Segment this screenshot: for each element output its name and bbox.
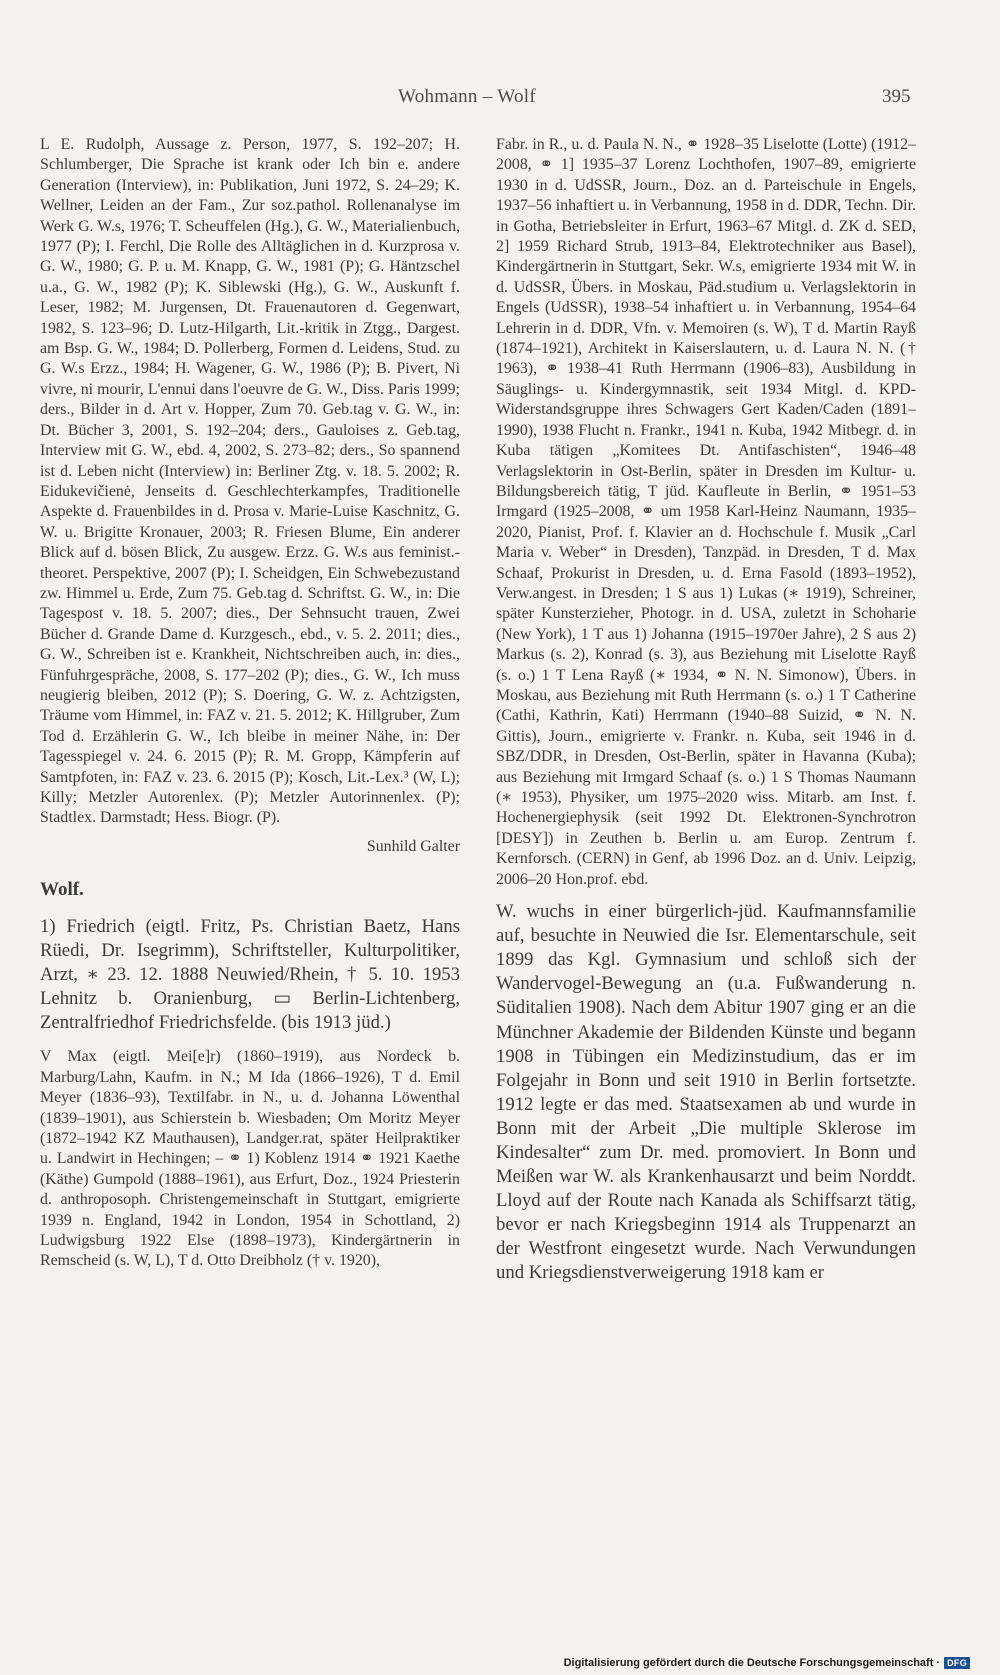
literature-paragraph: L E. Rudolph, Aussage z. Person, 1977, S. 192–207; H. Schlumberger, Die Sprache ist krank oder Ich bin e. andere Generation (Interview), in: Publikation, Juni 1972, S. 24–29; K. Wellner, Leiden an der Fam., Zur soz.pathol. Rollenanalyse im Werk G. W.s, 1976; T. Scheuffelen (Hg.), G. W., Materialienbuch, 1977 (P); I. Ferchl, Die Rolle des Alltäglichen in d. Kurzprosa v. G. W., 1980; G. P. u. M. Knapp, G. W., 1981 (P); G. Häntzschel u.a., G. W., 1982 (P); K. Siblewski (Hg.), G. W., Auskunft f. Leser, 1982; M. Jurgensen, Dt. Frauenautoren d. Gegenwart, 1982, S. 123–96; D. Lutz-Hilgarth, Lit.-kritik in Ztgg., Dargest. am Bsp. G. W., 1984; D. Pollerberg, Formen d. Leidens, Stud. zu G. W.s Erzz., 1984; H. Wagener, G. W., 1986 (P); B. Pivert, Ni vivre, ni mourir, L'ennui dans l'oeuvre de G. W., Diss. Paris 1999; ders., Bilder in d. Art v. Hopper, Zum 70. Geb.tag v. G. W., in: Dt. Bücher 3, 2001, S. 192–204; ders., Gauloises z. Geb.tag, Interview mit G. W., ebd. 4, 2002, S. 273–82; ders., So spannend ist d. Leben nicht (Interview) in: Berliner Ztg. v. 18. 5. 2002; R. Eidukevičienė, Jenseits d. Geschlechterkampfes, Traditionelle Aspekte d. Frauenbildes in d. Prosa v. Marie-Luise Kaschnitz, G. W. u. Brigitte Kronauer, 2003; R. Friesen Blume, Ein anderer Blick auf d. bösen Blick, Zu ausgew. Erzz. G. W.s aus feminist.-theoret. Perspektive, 2007 (P); I. Scheidgen, Ein Schwebezustand zw. Himmel u. Erde, Zum 75. Geb.tag d. Schriftst. G. W., in: Die Tagespost v. 18. 5. 2007; dies., Der Sehnsucht trauen, Zwei Bücher d. Grande Dame d. Kurzgesch., ebd., v. 5. 2. 2011; dies., G. W., Schreiben ist e. Krankheit, Nichtschreiben auch, in: dies., Fünfuhrgespräche, 2008, S. 177–202 (P); dies., G. W., Ich muss neugierig bleiben, 2012 (P); S. Doering, G. W. z. Achtzigsten, Träume vom Himmel, in: FAZ v. 21. 5. 2012; K. Hillgruber, Zum Tod d. Erzählerin G. W., Ich bleibe in meiner Nähe, in: Der Tagesspiegel v. 24. 6. 2015 (P); R. M. Gropp, Kämpferin auf Samtpfoten, in: FAZ v. 23. 6. 2015 (P); Kosch, Lit.-Lex.³ (W, L); Killy; Metzler Autorenlex. (P); Metzler Autorinnenlex. (P); Stadtlex. Darmstadt; Hess. Biogr. (P). bbox=[40, 136, 460, 827]
page-number: 395 bbox=[882, 86, 911, 107]
genealogy-continuation: Fabr. in R., u. d. Paula N. N., ⚭ 1928–35 Liselotte (Lotte) (1912–2008, ⚭ 1] 1935–37 Lorenz Lochthofen, 1907–89, emigrierte 1930 in d. UdSSR, Journ., Doz. an d. Parteischule in Engels, 1937–56 inhaftiert u. in Verbannung, 1958 in d. DDR, Techn. Dir. in Gotha, Betriebsleiter in Erfurt, 1963–67 Mitgl. d. ZK d. SED, 2] 1959 Richard Strub, 1913–84, Elektrotechniker aus Basel), Kindergärtnerin in Stuttgart, Sekr. W.s, emigrierte 1934 mit W. in d. UdSSR, Übers. in Moskau, Päd.studium u. Verlagslektorin in Engels (UdSSR), 1938–54 inhaftiert u. in Verbannung, 1954–64 Lehrerin in d. DDR, Vfn. v. Memoiren (s. W), T d. Martin Rayß (1874–1921), Architekt in Kaiserslautern, u. d. Laura N. N. († 1963), ⚭ 1938–41 Ruth Herrmann (1906–83), Ausbildung in Säuglings- u. Kindergymnastik, seit 1934 Mitgl. d. KPD-Widerstandsgruppe ihres Schwagers Gert Kaden/Caden (1891–1990), 1938 Flucht n. Frankr., 1941 n. Kuba, 1942 Mitbegr. d. in Kuba tätigen „Komitees Dt. Antifaschisten“, 1946–48 Verlagslektorin in Ost-Berlin, später in Dresden im Kultur- u. Bildungsbereich tätig, T jüd. Kaufleute in Berlin, ⚭ 1951–53 Irmgard (1925–2008, ⚭ um 1958 Karl-Heinz Naumann, 1935–2020, Pianist, Prof. f. Klavier an d. Hochschule f. Musik „Carl Maria v. Weber“ in Dresden), Tanzpäd. in Dresden, T d. Max Schaaf, Prokurist in Dresden, u. d. Erna Fasold (1893–1952), Verw.angest. in Dresden; 1 S aus 1) Lukas (∗ 1919), Schreiner, später Kunsterzieher, Photogr. in d. USA, zuletzt in Schoharie (New York), 1 T aus 1) Johanna (1915–1970er Jahre), 2 S aus 2) Markus (s. 2), Konrad (s. 3), aus Beziehung mit Liselotte Rayß (s. o.) 1 T Lena Rayß (∗ 1934, ⚭ N. N. Simonow), Übers. in Moskau, aus Beziehung mit Ruth Herrmann (s. o.) 1 T Catherine (Cathi, Kathrin, Kati) Herrmann (1940–88 Suizid, ⚭ N. N. Gittis), Journ., emigrierte v. Frankr. n. Kuba, seit 1946 in d. SBZ/DDR, in Dresden, Ost-Berlin, später in Havanna (Kuba); aus Beziehung mit Irmgard Schaaf (s. o.) 1 S Thomas Naumann (∗ 1953), Physiker, um 1975–2020 wiss. Mitarb. am Inst. f. Hochenergiephysik (seit 1992 Dt. Elektronen-Synchrotron [DESY]) in Zeuthen b. Berlin u. am Europ. Zentrum f. Kernforsch. (CERN) in Genf, ab 1996 Doz. an d. Univ. Leipzig, 2006–20 Hon.prof. ebd. bbox=[496, 136, 916, 888]
digitization-credit bbox=[564, 1657, 970, 1669]
left-column bbox=[40, 135, 460, 1272]
page-header bbox=[0, 86, 1000, 116]
biography-paragraph: W. wuchs in einer bürgerlich-jüd. Kaufmannsfamilie auf, besuchte in Neuwied die Isr. Elementarschule, seit 1899 das Kgl. Gymnasium und schloß sich der Wandervogel-Bewegung an (u.a. Fußwanderung n. Süditalien 1908). Nach dem Abitur 1907 ging er an die Münchner Akademie der Bildenden Künste und begann 1908 in Tübingen ein Medizinstudium, das er im Folgejahr in Bonn und seit 1910 in Berlin fortsetzte. 1912 legte er das med. Staatsexamen ab und wurde in Bonn mit der Arbeit „Die multiple Sklerose im Kindesalter“ zum Dr. med. promoviert. In Bonn und Meißen war W. als Krankenhausarzt und beim Norddt. Lloyd auf der Route nach Kanada als Schiffsarzt tätig, bevor er nach Kriegsbeginn 1914 als Truppenarzt an der Westfront eingesetzt wurde. Nach Verwundungen und Kriegsdienstverweigerung 1918 kam er bbox=[496, 901, 916, 1284]
dfg-logo: DFG bbox=[944, 1657, 970, 1669]
running-title: Wohmann – Wolf bbox=[398, 86, 536, 107]
author-signature: Sunhild Galter bbox=[366, 837, 460, 855]
right-column bbox=[496, 135, 916, 1286]
section-heading: Wolf. bbox=[40, 878, 84, 900]
credit-text: Digitalisierung gefördert durch die Deutsche Forschungsgemeinschaft · bbox=[563, 1657, 941, 1669]
genealogy-paragraph: V Max (eigtl. Mei[e]r) (1860–1919), aus Nordeck b. Marburg/Lahn, Kaufm. in N.; M Ida (1866–1926), T d. Emil Meyer (1836–93), Textilfabr. in N., u. d. Johanna Löwenthal (1839–1901), aus Schierstein b. Wiesbaden; Om Moritz Meyer (1872–1942 KZ Mauthausen), Landger.rat, später Heilpraktiker u. Landwirt in Hechingen; – ⚭ 1) Koblenz 1914 ⚭ 1921 Kaethe (Käthe) Gumpold (1888–1961), aus Erfurt, Doz., 1924 Priesterin d. anthroposoph. Christengemeinschaft in Stuttgart, emigrierte 1939 n. England, 1942 in London, 1954 in Schottland, 2) Ludwigsburg 1922 Else (1898–1973), Kindergärtnerin in Remscheid (s. W, L), T d. Otto Dreibholz († v. 1920), bbox=[40, 1048, 460, 1270]
entry-intro: 1) Friedrich (eigtl. Fritz, Ps. Christian Baetz, Hans Rüedi, Dr. Isegrimm), Schriftsteller, Kulturpolitiker, Arzt, ∗ 23. 12. 1888 Neuwied/Rhein, † 5. 10. 1953 Lehnitz b. Oranienburg, ▭ Berlin-Lichtenberg, Zentralfriedhof Friedrichsfelde. (bis 1913 jüd.) bbox=[40, 915, 460, 1034]
